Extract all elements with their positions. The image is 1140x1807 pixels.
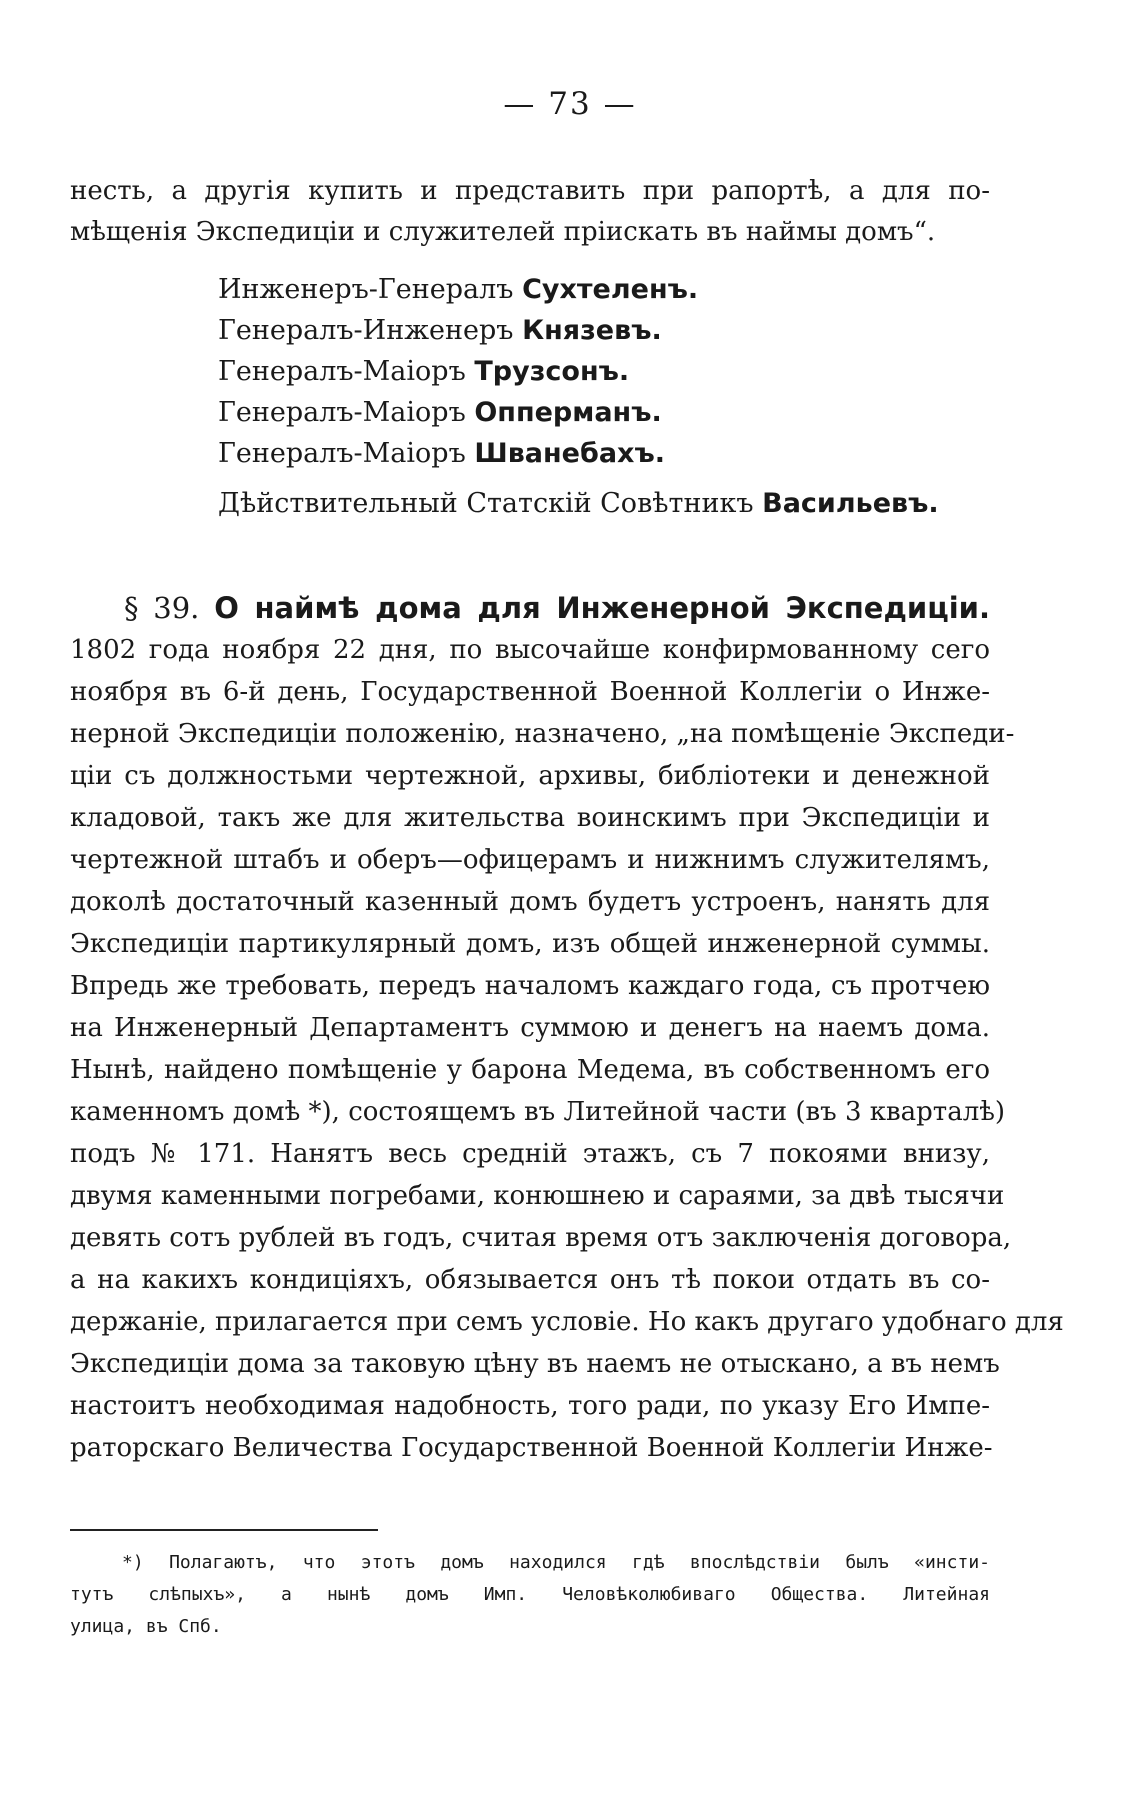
signatory-surname: Шванебахъ. [474, 438, 666, 469]
signatory-surname: Князевъ. [522, 315, 662, 346]
footnote-divider [70, 1529, 378, 1531]
body-line: двумя каменными погребами, конюшнею и сараями, за двѣ тысячи [70, 1181, 1005, 1211]
body-line: Впредь же требовать, передъ началомъ каждаго года, съ протчею [70, 971, 990, 1001]
body-line: каменномъ домѣ *), состоящемъ въ Литейной части (въ 3 кварталѣ) [70, 1097, 1006, 1127]
body-line: держаніе, прилагается при семъ условіе. Но какъ другаго удобнаго для [70, 1307, 1064, 1337]
signatory-rank: Генералъ-Маіоръ [218, 397, 466, 428]
body-line: кладовой, такъ же для жительства воинскимъ при Экспедиціи и [70, 803, 990, 833]
body-line: чертежной штабъ и оберъ—офицерамъ и нижнимъ служителямъ, [70, 845, 990, 875]
body-line: подъ № 171. Нанятъ весь среднiй этажъ, съ 7 покоями внизу, [70, 1139, 990, 1169]
section-title: О наймѣ дома для Инженерной Экспедиціи. [214, 591, 990, 625]
footnote-line: улица, въ Спб. [70, 1616, 222, 1637]
body-line: 1802 года ноября 22 дня, по высочайше конфирмованному сего [70, 635, 990, 665]
opening-line-2: мѣщенія Экспедиціи и служителей пріискать въ наймы домъ“. [70, 217, 936, 247]
signatory-surname: Сухтеленъ. [522, 274, 699, 305]
body-line: Экспедиціи партикулярный домъ, изъ общей инженерной суммы. [70, 929, 990, 959]
body-line: раторскаго Величества Государственной Военной Коллегіи Инже- [70, 1433, 993, 1463]
signatory-6 [218, 484, 939, 524]
signatory-rank: Генералъ-Маіоръ [218, 438, 466, 469]
signatory-5 [218, 434, 665, 474]
opening-line-1: несть, а другія купить и представить при рапортѣ, а для по- [70, 176, 990, 206]
signatory-2 [218, 311, 662, 351]
body-line: Нынѣ, найдено помѣщеніе у барона Медема, въ собственномъ его [70, 1055, 990, 1085]
body-line: доколѣ достаточный казенный домъ будетъ устроенъ, нанять для [70, 887, 990, 917]
signatory-surname: Опперманъ. [474, 397, 662, 428]
signatory-surname: Васильевъ. [762, 488, 939, 519]
signatory-4 [218, 393, 662, 433]
body-line: Экспедиціи дома за таковую цѣну въ наемъ не отыскано, а въ немъ [70, 1349, 1000, 1379]
footnote-line: *) Полагаютъ, что этотъ домъ находился гдѣ впослѣдствіи былъ «инсти- [122, 1552, 990, 1573]
body-line: ноября въ 6-й день, Государственной Военной Коллегіи о Инже- [70, 677, 990, 707]
signatory-rank: Инженеръ-Генералъ [218, 274, 514, 305]
signatory-rank: Дѣйствительный Статскій Совѣтникъ [218, 488, 754, 519]
body-line: ціи съ должностьми чертежной, архивы, библіотеки и денежной [70, 761, 990, 791]
body-line: а на какихъ кондиціяхъ, обязывается онъ тѣ покои отдать въ со- [70, 1265, 990, 1295]
body-line: нерной Экспедиціи положенію, назначено, „на помѣщеніе Экспеди- [70, 719, 1015, 749]
signatory-rank: Генералъ-Маіоръ [218, 356, 466, 387]
body-line: настоитъ необходимая надобность, того ради, по указу Его Импе- [70, 1391, 990, 1421]
section-heading [124, 587, 990, 629]
footnote-line: тутъ слѣпыхъ», а нынѣ домъ Имп. Человѣколюбиваго Общества. Литейная [70, 1584, 990, 1605]
signatory-rank: Генералъ-Инженеръ [218, 315, 514, 346]
body-line: девять сотъ рублей въ годъ, считая время отъ заключенія договора, [70, 1223, 1012, 1253]
page-number: — 73 — [503, 86, 637, 122]
section-number: § 39. [124, 591, 200, 625]
signatory-1 [218, 270, 698, 310]
signatory-surname: Трузсонъ. [474, 356, 630, 387]
signatory-3 [218, 352, 629, 392]
body-line: на Инженерный Департаментъ суммою и денегъ на наемъ дома. [70, 1013, 990, 1043]
